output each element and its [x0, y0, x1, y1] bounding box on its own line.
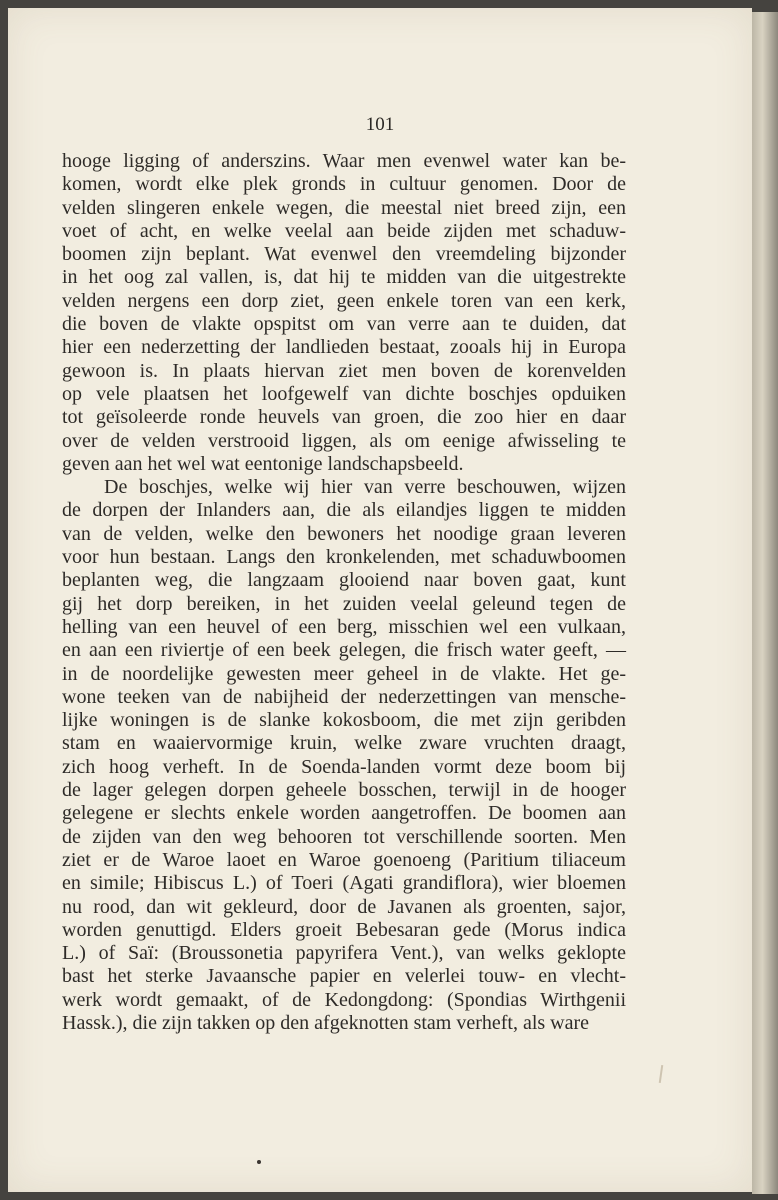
text-line: werk wordt gemaakt, of de Kedongdong: (Spondias Wirthgenii — [62, 988, 626, 1011]
page-edge — [752, 12, 778, 1194]
ink-speck — [257, 1160, 261, 1164]
text-line: stam en waaiervormige kruin, welke zware vruchten draagt, — [62, 732, 626, 755]
text-line: velden slingeren enkele wegen, die meestal niet breed zijn, een — [62, 196, 626, 219]
text-line: over de velden verstrooid liggen, als om eenige afwisseling te — [62, 429, 626, 452]
text-line: L.) of Saï: (Broussonetia papyrifera Vent.), van welks geklopte — [62, 942, 626, 965]
text-line: gewoon is. In plaats hiervan ziet men boven de korenvelden — [62, 359, 626, 382]
text-line: velden nergens een dorp ziet, geen enkele toren van een kerk, — [62, 289, 626, 312]
text-line: hier een nederzetting der landlieden bestaat, zooals hij in Europa — [62, 336, 626, 359]
text-line: worden genuttigd. Elders groeit Bebesaran gede (Morus indica — [62, 918, 626, 941]
text-line: nu rood, dan wit gekleurd, door de Javanen als groenten, sajor, — [62, 895, 626, 918]
text-line: bast het sterke Javaansche papier en velerlei touw- en vlecht- — [62, 965, 626, 988]
text-line: van de velden, welke den bewoners het noodige graan leveren — [62, 522, 626, 545]
text-line: op vele plaatsen het loofgewelf van dichte boschjes opduiken — [62, 382, 626, 405]
text-line: helling van een heuvel of een berg, misschien wel een vulkaan, — [62, 615, 626, 638]
book-page — [8, 8, 752, 1192]
text-line: Hassk.), die zijn takken op den afgeknotten stam verheft, als ware — [62, 1011, 590, 1034]
text-line: voor hun bestaan. Langs den kronkelenden, met schaduwboomen — [62, 546, 626, 569]
text-line: en aan een riviertje of een beek gelegen, die frisch water geeft, — — [62, 639, 626, 662]
text-line: gij het dorp bereiken, in het zuiden veelal geleund tegen de — [62, 592, 626, 615]
text-line: beplanten weg, die langzaam glooiend naar boven gaat, kunt — [62, 569, 626, 592]
text-line: voet of acht, en welke veelal aan beide zijden met schaduw- — [62, 219, 626, 242]
text-line: in de noordelijke gewesten meer geheel in de vlakte. Het ge- — [62, 662, 626, 685]
text-line: boomen zijn beplant. Wat evenwel den vreemdeling bijzonder — [62, 243, 626, 266]
text-line: tot geïsoleerde ronde heuvels van groen, die zoo hier en daar — [62, 406, 626, 429]
text-line: De boschjes, welke wij hier van verre beschouwen, wijzen — [104, 476, 626, 499]
text-line: geven aan het wel wat eentonige landschapsbeeld. — [62, 452, 464, 475]
text-line: wone teeken van de nabijheid der nederzettingen van mensche- — [62, 685, 626, 708]
body-text — [62, 150, 626, 1035]
text-line: hooge ligging of anderszins. Waar men evenwel water kan be- — [62, 150, 626, 172]
text-line: de lager gelegen dorpen geheele bosschen, terwijl in de hooger — [62, 779, 626, 802]
text-line: en simile; Hibiscus L.) of Toeri (Agati grandiflora), wier bloemen — [62, 872, 626, 895]
text-line: gelegene er slechts enkele worden aangetroffen. De boomen aan — [62, 802, 626, 825]
text-line: zich hoog verheft. In de Soenda-landen vormt deze boom bij — [62, 755, 626, 778]
text-line: in het oog zal vallen, is, dat hij te midden van die uitgestrekte — [62, 266, 626, 289]
text-line: ziet er de Waroe laoet en Waroe goenoeng (Paritium tiliaceum — [62, 848, 626, 871]
text-line: de zijden van den weg behooren tot verschillende soorten. Men — [62, 825, 626, 848]
text-line: de dorpen der Inlanders aan, die als eilandjes liggen te midden — [62, 499, 626, 522]
page-number: 101 — [365, 114, 395, 135]
text-line: komen, wordt elke plek gronds in cultuur genomen. Door de — [62, 173, 626, 196]
text-line: die boven de vlakte opspitst om van verre aan te duiden, dat — [62, 313, 626, 336]
text-line: lijke woningen is de slanke kokosboom, die met zijn geribden — [62, 709, 626, 732]
